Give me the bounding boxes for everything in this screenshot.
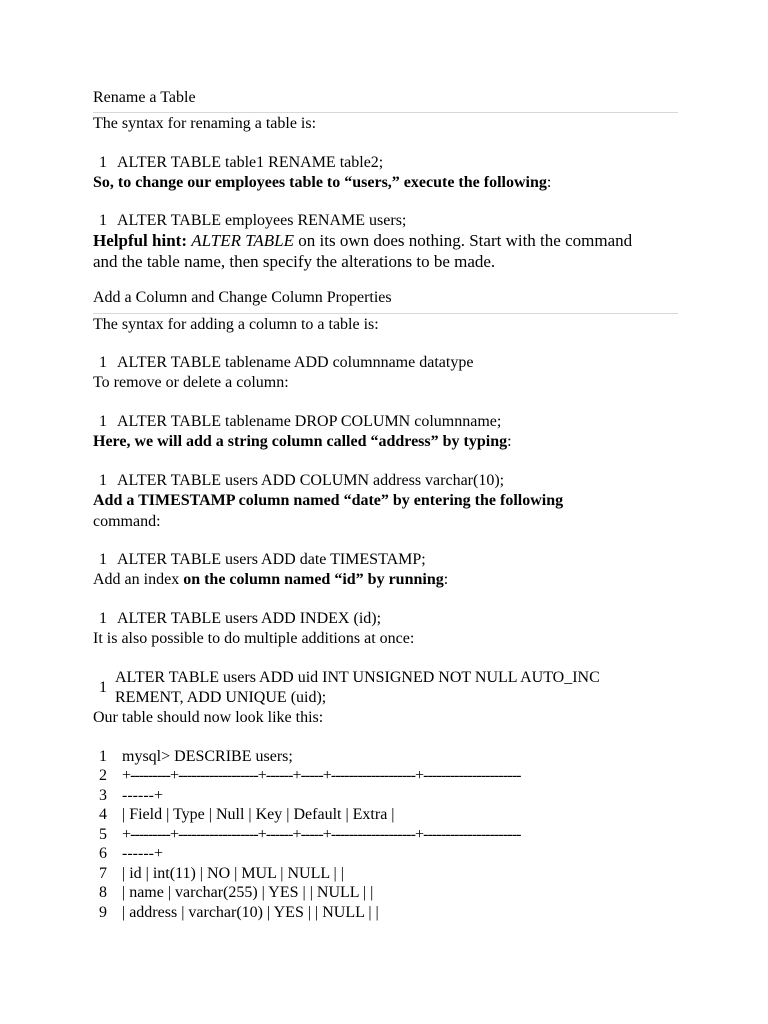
code-rename-employees: ALTER TABLE employees RENAME users; [117, 212, 407, 229]
describe-line: mysql> DESCRIBE users; [122, 748, 293, 765]
describe-line: | Field | Type | Null | Key | Default | Extra | [122, 806, 395, 823]
describe-line: | address | varchar(10) | YES | | NULL | | [122, 904, 379, 921]
describe-line: +---------+------------------+------+-----+-------------------+---------------------- [122, 826, 521, 843]
code-line-number: 1 [99, 413, 107, 430]
describe-line: ------+ [122, 787, 163, 804]
timestamp-instruction: Add a TIMESTAMP column named “date” by entering the following [93, 492, 564, 509]
code-drop-column: ALTER TABLE tablename DROP COLUMN columnname; [117, 413, 502, 430]
describe-line-number: 1 [99, 748, 107, 765]
code-line-number: 1 [99, 212, 107, 229]
code-line-number: 1 [99, 610, 107, 627]
remove-column-text: To remove or delete a column: [93, 374, 289, 391]
heading-divider [93, 112, 678, 113]
address-instruction-colon: : [507, 433, 512, 450]
describe-line: ------+ [122, 845, 163, 862]
code-add-timestamp: ALTER TABLE users ADD date TIMESTAMP; [117, 551, 426, 568]
helpful-hint [93, 231, 632, 251]
address-instruction-bold: Here, we will add a string column called “address” by typing [93, 433, 508, 450]
describe-line-number: 5 [99, 826, 107, 843]
describe-line: | id | int(11) | NO | MUL | NULL | | [122, 865, 344, 882]
describe-line: | name | varchar(255) | YES | | NULL | | [122, 884, 374, 901]
timestamp-instruction-line-two: command: [93, 513, 161, 530]
describe-line-number: 4 [99, 806, 107, 823]
describe-line-number: 8 [99, 884, 107, 901]
section-heading-rename: Rename a Table [93, 89, 196, 106]
describe-line-number: 3 [99, 787, 107, 804]
index-instruction-colon: : [443, 571, 449, 588]
code-add-address: ALTER TABLE users ADD COLUMN address varchar(10); [117, 472, 505, 489]
code-line-number: 1 [99, 679, 107, 696]
code-add-index: ALTER TABLE users ADD INDEX (id); [117, 610, 382, 627]
describe-line-number: 2 [99, 767, 107, 784]
rename-instruction-colon: : [546, 174, 552, 191]
hint-text: on its own does nothing. Start with the command [294, 231, 633, 250]
rename-instruction-bold: So, to change our employees table to “users,” execute the following [93, 174, 547, 191]
code-multiple-additions-line2: REMENT, ADD UNIQUE (uid); [115, 689, 327, 706]
address-instruction [93, 432, 512, 452]
code-line-number: 1 [99, 154, 107, 171]
hint-italic: ALTER TABLE [191, 231, 295, 250]
add-column-intro: The syntax for adding a column to a table is: [93, 316, 379, 333]
index-instruction-start: Add an index [93, 571, 184, 588]
table-intro-text: Our table should now look like this: [93, 709, 324, 726]
multiple-additions-text: It is also possible to do multiple additions at once: [93, 630, 415, 647]
describe-line-number: 7 [99, 865, 107, 882]
hint-line-two: and the table name, then specify the alterations to be made. [93, 252, 496, 271]
code-multiple-additions-line1: ALTER TABLE users ADD uid INT UNSIGNED NOT NULL AUTO_INC [115, 669, 600, 686]
section-heading-add-column: Add a Column and Change Column Properties [93, 289, 392, 306]
rename-instruction [93, 173, 551, 193]
describe-line-number: 6 [99, 845, 107, 862]
index-instruction-bold: on the column named “id” by running [183, 571, 444, 588]
describe-line-number: 9 [99, 904, 107, 921]
hint-label: Helpful hint: [93, 231, 187, 250]
code-line-number: 1 [99, 472, 107, 489]
index-instruction [93, 570, 448, 590]
code-line-number: 1 [99, 551, 107, 568]
rename-intro: The syntax for renaming a table is: [93, 115, 317, 132]
code-rename-syntax: ALTER TABLE table1 RENAME table2; [117, 154, 384, 171]
code-line-number: 1 [99, 354, 107, 371]
heading-divider [93, 313, 678, 314]
code-add-column-syntax: ALTER TABLE tablename ADD columnname datatype [117, 354, 474, 371]
describe-line: +---------+------------------+------+-----+-------------------+---------------------- [122, 767, 521, 784]
